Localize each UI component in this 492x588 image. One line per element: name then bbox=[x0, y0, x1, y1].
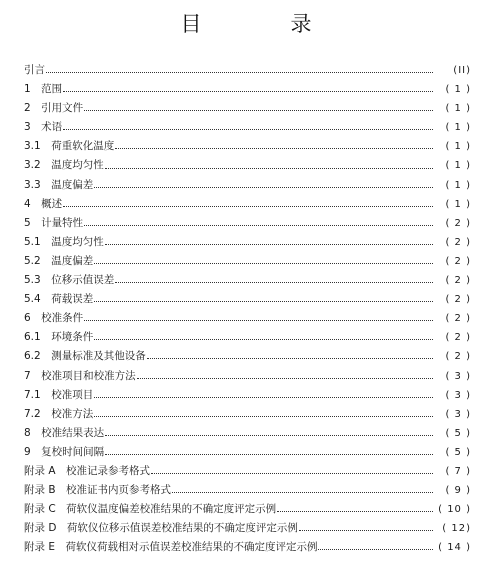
toc-entry-page-number: ( 3 ) bbox=[445, 389, 471, 401]
toc-entry-label: 4 概述 bbox=[24, 197, 63, 210]
dot-leader bbox=[63, 118, 433, 137]
dot-leader bbox=[63, 195, 433, 214]
toc-entry-label: 3 术语 bbox=[24, 121, 63, 134]
toc-entry-label: 5.4 荷载误差 bbox=[24, 293, 94, 306]
dot-leader bbox=[94, 386, 433, 405]
dot-leader bbox=[94, 252, 433, 271]
toc-entry-label: 3.3 温度偏差 bbox=[24, 178, 94, 191]
toc-entry-page-number: ( 1 ) bbox=[445, 179, 471, 191]
dot-leader bbox=[105, 443, 433, 462]
toc-entry-label: 5.2 温度偏差 bbox=[24, 254, 94, 267]
toc-entry-page-number: ( 2 ) bbox=[445, 275, 471, 287]
dot-leader bbox=[172, 481, 433, 500]
toc-entry-label: 7 校准项目和校准方法 bbox=[24, 369, 136, 382]
toc-entry-label: 6 校准条件 bbox=[24, 312, 84, 325]
dot-leader bbox=[115, 271, 433, 290]
dot-leader bbox=[105, 157, 433, 176]
toc-entry[interactable] bbox=[24, 519, 471, 538]
toc-entry-label: 2 引用文件 bbox=[24, 102, 84, 115]
toc-entry-label: 6.1 环境条件 bbox=[24, 331, 94, 344]
dot-leader bbox=[105, 233, 433, 252]
toc-entry-page-number: ( 5 ) bbox=[445, 427, 471, 439]
toc-entry-label: 5.3 位移示值误差 bbox=[24, 274, 115, 287]
toc-entry-page-number: ( 1 ) bbox=[445, 103, 471, 115]
toc-entry-page-number: ( 1 ) bbox=[445, 84, 471, 96]
toc-entry-label: 6.2 测量标准及其他设备 bbox=[24, 350, 146, 363]
dot-leader bbox=[84, 214, 433, 233]
toc-entry[interactable] bbox=[24, 347, 471, 366]
dot-leader bbox=[115, 137, 433, 156]
toc-entry-page-number: ( 3 ) bbox=[445, 370, 471, 382]
toc-entry-page-number: ( 1 ) bbox=[445, 141, 471, 153]
toc-entry-label: 附录 D 荷软仪位移示值误差校准结果的不确定度评定示例 bbox=[24, 522, 298, 535]
toc-entry-page-number: ( 2 ) bbox=[445, 255, 471, 267]
toc-entry[interactable] bbox=[24, 195, 471, 214]
toc-entry-page-number: ( 2 ) bbox=[445, 351, 471, 363]
toc-entry[interactable] bbox=[24, 271, 471, 290]
toc-entry[interactable] bbox=[24, 290, 471, 309]
toc-entry-label: 7.2 校准方法 bbox=[24, 407, 94, 420]
toc-entry[interactable] bbox=[24, 118, 471, 137]
toc-entry[interactable] bbox=[24, 367, 471, 386]
toc-entry[interactable] bbox=[24, 252, 471, 271]
toc-entry[interactable] bbox=[24, 538, 471, 557]
toc-entry[interactable] bbox=[24, 443, 471, 462]
toc-entry-label: 7.1 校准项目 bbox=[24, 388, 94, 401]
toc-entry-page-number: ( 9 ) bbox=[445, 485, 471, 497]
dot-leader bbox=[277, 500, 433, 519]
dot-leader bbox=[318, 538, 433, 557]
toc-entry-page-number: ( 12) bbox=[442, 523, 471, 535]
dot-leader bbox=[63, 80, 433, 99]
toc-entry-page-number: ( 10 ) bbox=[438, 504, 471, 516]
toc-entry-label: 3.1 荷重软化温度 bbox=[24, 140, 115, 153]
toc-entry-page-number: ( 5 ) bbox=[445, 446, 471, 458]
toc-entry[interactable] bbox=[24, 99, 471, 118]
toc-entry[interactable] bbox=[24, 500, 471, 519]
toc-entry-label: 引言 bbox=[24, 64, 45, 76]
dot-leader bbox=[105, 424, 433, 443]
dot-leader bbox=[94, 328, 433, 347]
toc-entry[interactable] bbox=[24, 80, 471, 99]
toc-entry[interactable] bbox=[24, 481, 471, 500]
toc-entry[interactable] bbox=[24, 233, 471, 252]
toc-entry-page-number: ( 3 ) bbox=[445, 408, 471, 420]
toc-entry[interactable] bbox=[24, 405, 471, 424]
toc-entry-label: 附录 C 荷软仪温度偏差校准结果的不确定度评定示例 bbox=[24, 503, 277, 516]
toc-entry-label: 5.1 温度均匀性 bbox=[24, 235, 104, 248]
toc-entry[interactable] bbox=[24, 176, 471, 195]
dot-leader bbox=[137, 367, 433, 386]
toc-entry[interactable] bbox=[24, 386, 471, 405]
dot-leader bbox=[46, 61, 433, 80]
toc-entry[interactable] bbox=[24, 61, 471, 80]
dot-leader bbox=[94, 176, 433, 195]
dot-leader bbox=[84, 99, 433, 118]
dot-leader bbox=[84, 309, 433, 328]
toc-entry[interactable] bbox=[24, 424, 471, 443]
toc-entry-page-number: ( 2 ) bbox=[445, 294, 471, 306]
toc-entry-page-number: ( 1 ) bbox=[445, 122, 471, 134]
toc-entry-page-number: ( 7 ) bbox=[445, 465, 471, 477]
toc-entry[interactable] bbox=[24, 328, 471, 347]
toc-entry-label: 8 校准结果表达 bbox=[24, 426, 105, 439]
toc-entry-page-number: ( 2 ) bbox=[445, 217, 471, 229]
toc-entry-label: 附录 B 校准证书内页参考格式 bbox=[24, 484, 172, 497]
dot-leader bbox=[147, 347, 433, 366]
toc-list bbox=[24, 61, 471, 557]
toc-entry-label: 5 计量特性 bbox=[24, 216, 84, 229]
toc-entry-page-number: (II) bbox=[453, 65, 471, 76]
toc-entry[interactable] bbox=[24, 137, 471, 156]
toc-entry-page-number: ( 2 ) bbox=[445, 313, 471, 325]
dot-leader bbox=[151, 462, 433, 481]
toc-entry-page-number: ( 2 ) bbox=[445, 236, 471, 248]
page-title: 目 录 bbox=[180, 12, 346, 36]
toc-entry-page-number: ( 2 ) bbox=[445, 332, 471, 344]
toc-entry-label: 1 范围 bbox=[24, 83, 63, 96]
toc-entry[interactable] bbox=[24, 309, 471, 328]
dot-leader bbox=[299, 519, 433, 538]
toc-entry-label: 9 复校时间间隔 bbox=[24, 445, 105, 458]
toc-entry[interactable] bbox=[24, 214, 471, 233]
dot-leader bbox=[94, 405, 433, 424]
toc-entry-label: 附录 E 荷软仪荷载相对示值误差校准结果的不确定度评定示例 bbox=[24, 541, 318, 554]
toc-entry-label: 3.2 温度均匀性 bbox=[24, 159, 104, 172]
toc-entry-page-number: ( 1 ) bbox=[445, 198, 471, 210]
toc-entry-label: 附录 A 校准记录参考格式 bbox=[24, 464, 151, 477]
toc-entry-page-number: ( 1 ) bbox=[445, 160, 471, 172]
dot-leader bbox=[94, 290, 433, 309]
toc-entry-page-number: ( 14 ) bbox=[438, 542, 471, 554]
toc-entry[interactable] bbox=[24, 156, 471, 175]
toc-entry[interactable] bbox=[24, 462, 471, 481]
